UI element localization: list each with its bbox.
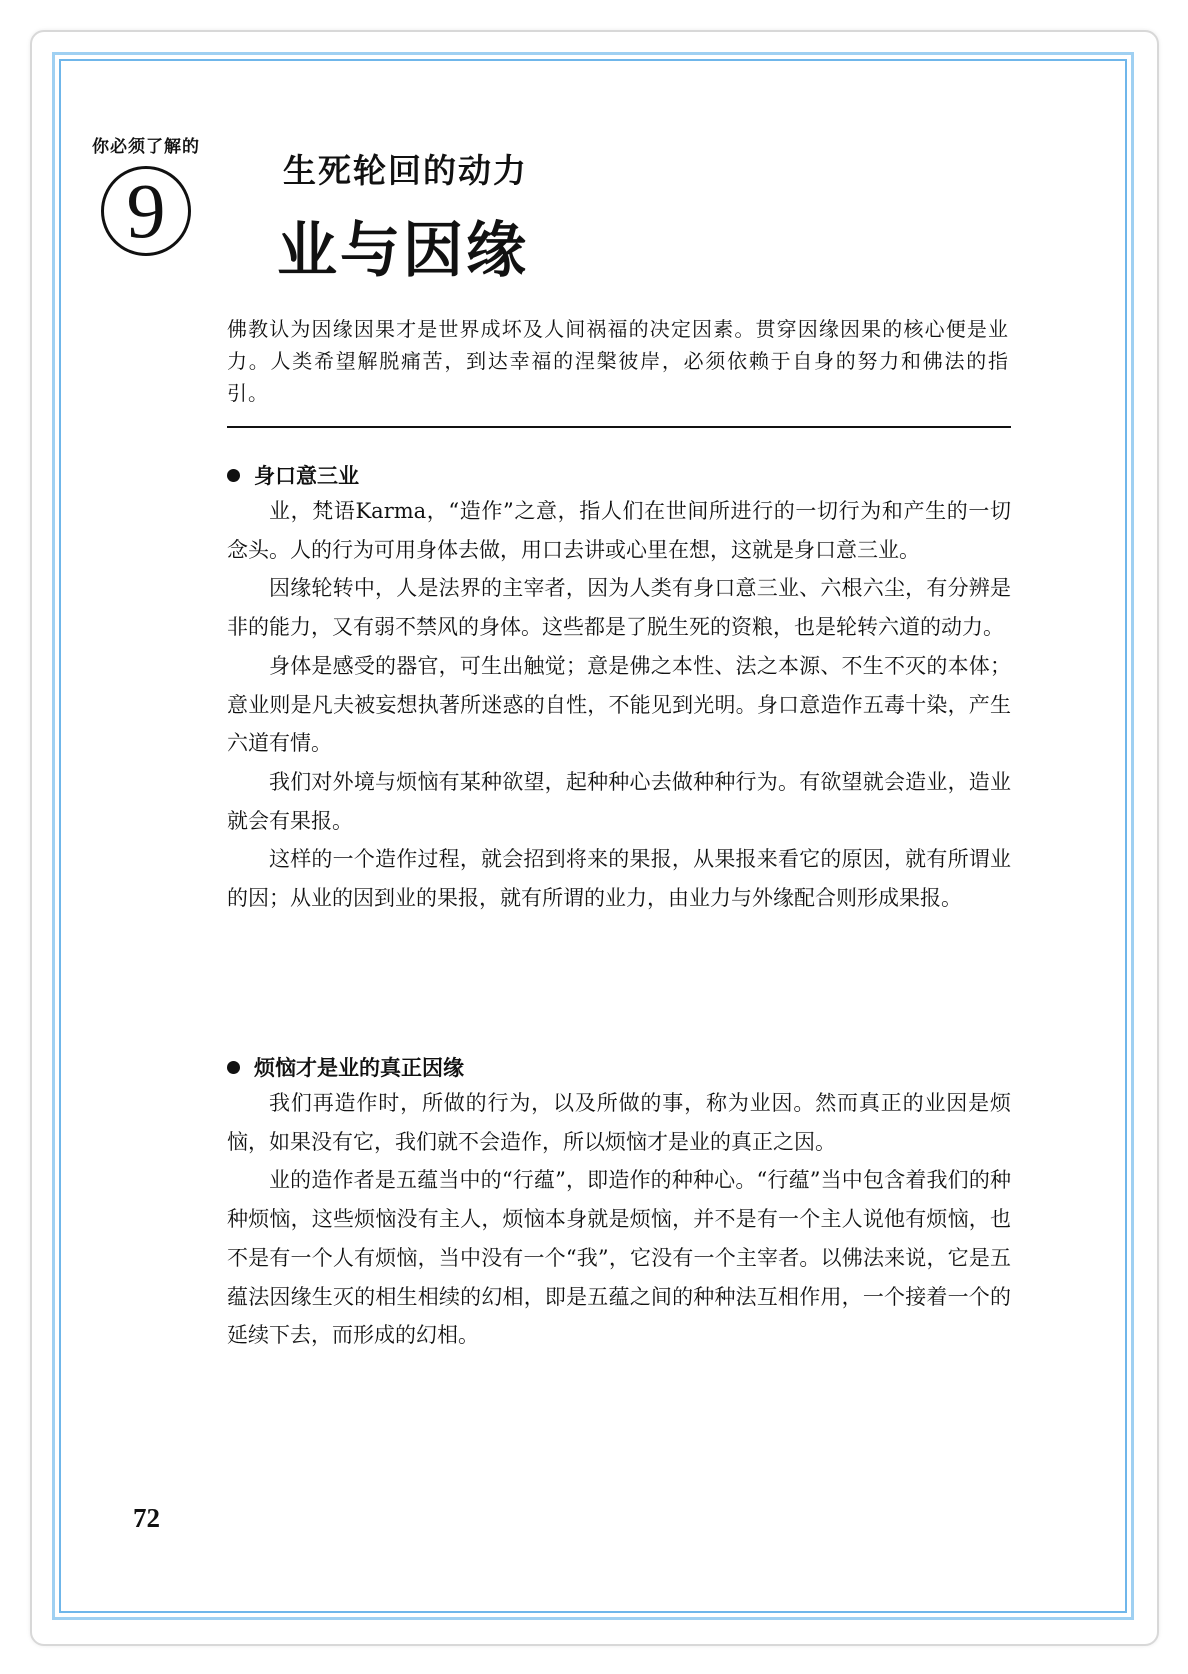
chapter-subtitle: 生死轮回的动力 — [283, 151, 528, 190]
chapter-number-badge: 9 — [101, 166, 191, 256]
paragraph: 身体是感受的器官，可生出触觉；意是佛之本性、法之本源、不生不灭的本体；意业则是凡夫被妄想执著所迷惑的自性，不能见到光明。身口意造作五毒十染，产生六道有情。 — [227, 653, 1011, 756]
section-2-body — [227, 1084, 1011, 1355]
paragraph: 因缘轮转中，人是法界的主宰者，因为人类有身口意三业、六根六尘，有分辨是非的能力，又有弱不禁风的身体。这些都是了脱生死的资粮，也是轮转六道的动力。 — [227, 576, 1011, 640]
bullet-icon — [227, 1061, 240, 1074]
series-tag: 你必须了解的 — [92, 137, 200, 157]
section-heading-1-text: 身口意三业 — [254, 464, 359, 488]
section-heading-2 — [227, 1052, 464, 1082]
paragraph: 我们对外境与烦恼有某种欲望，起种种心去做种种行为。有欲望就会造业，造业就会有果报。 — [227, 769, 1011, 833]
section-heading-1 — [227, 460, 359, 490]
chapter-title: 业与因缘 — [277, 216, 529, 286]
intro-paragraph: 佛教认为因缘因果才是世界成坏及人间祸福的决定因素。贯穿因缘因果的核心便是业力。人类希望解脱痛苦，到达幸福的涅槃彼岸，必须依赖于自身的努力和佛法的指引。 — [227, 317, 1009, 405]
bullet-icon — [227, 469, 240, 482]
section-heading-2-text: 烦恼才是业的真正因缘 — [254, 1056, 464, 1080]
page-number: 72 — [133, 1503, 160, 1533]
intro-divider — [227, 426, 1011, 428]
paragraph: 我们再造作时，所做的行为，以及所做的事，称为业因。然而真正的业因是烦恼，如果没有它，我们就不会造作，所以烦恼才是业的真正之因。 — [227, 1091, 1011, 1154]
paragraph: 这样的一个造作过程，就会招到将来的果报，从果报来看它的原因，就有所谓业的因；从业的因到业的果报，就有所谓的业力，由业力与外缘配合则形成果报。 — [227, 847, 1011, 911]
paragraph: 业，梵语Karma，“造作”之意，指人们在世间所进行的一切行为和产生的一切念头。人的行为可用身体去做，用口去讲或心里在想，这就是身口意三业。 — [227, 499, 1011, 562]
paragraph: 业的造作者是五蕴当中的“行蕴”，即造作的种种心。“行蕴”当中包含着我们的种种烦恼，这些烦恼没有主人，烦恼本身就是烦恼，并不是有一个主人说他有烦恼，也不是有一个人有烦恼，当中没有一个“我”，它没有一个主宰者。以佛法来说，它是五蕴法因缘生灭的相生相续的幻相，即是五蕴之间的种种法互相作用，一个接着一个的延续下去，而形成的幻相。 — [227, 1168, 1011, 1348]
section-1-body — [227, 492, 1011, 918]
